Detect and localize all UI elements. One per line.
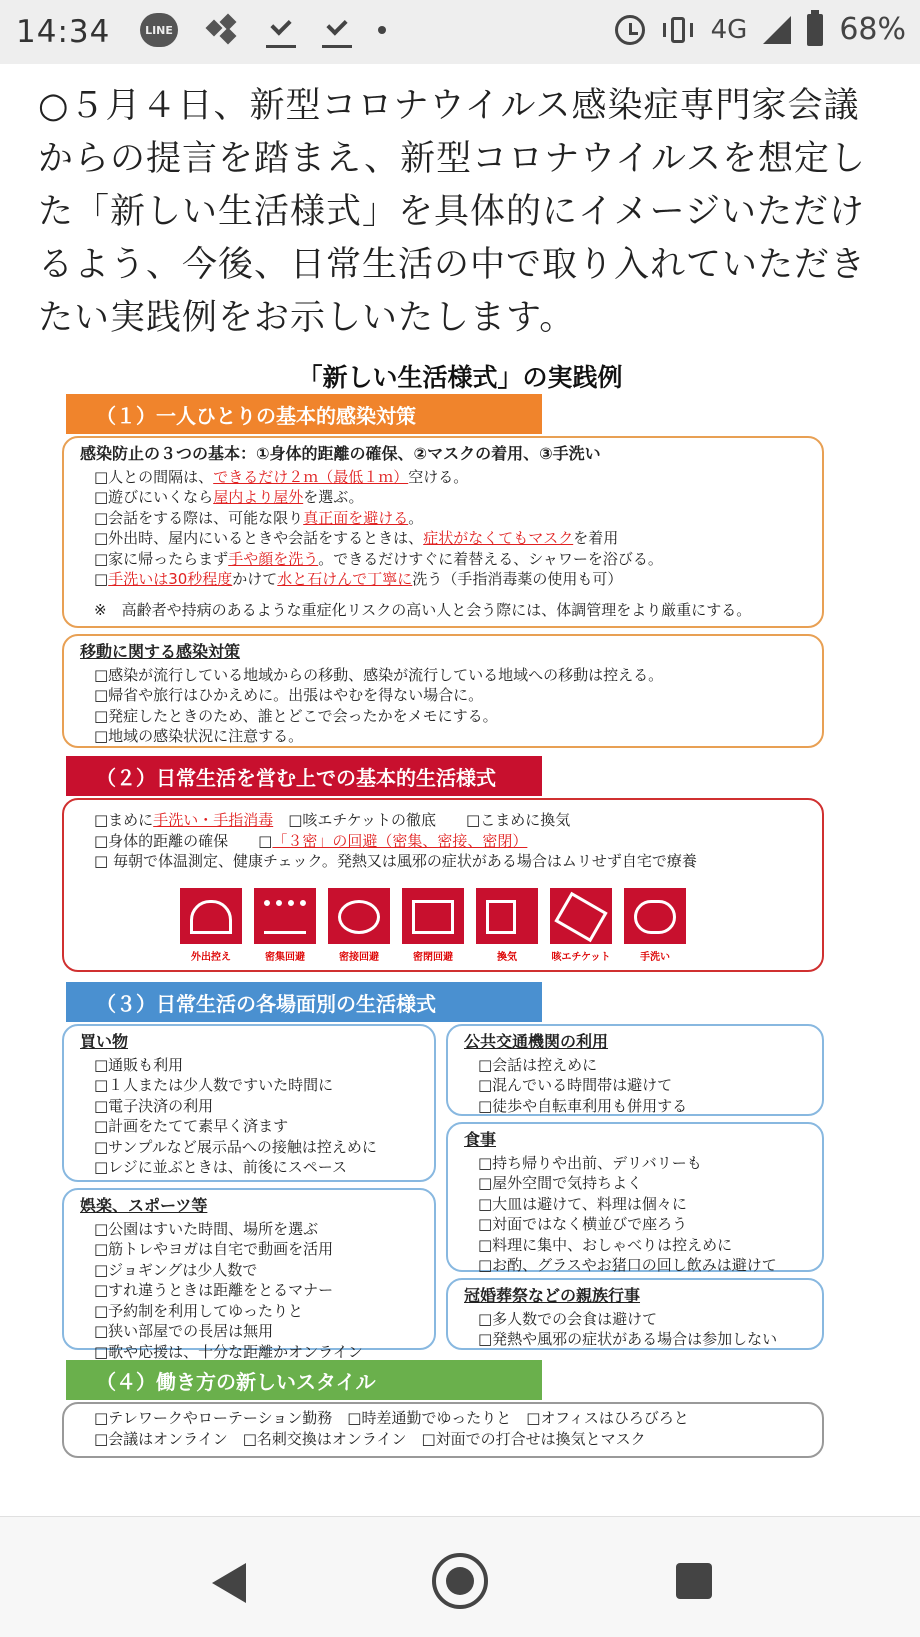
cough-etiquette-icon: 咳エチケット — [550, 888, 612, 969]
hand-washing-icon: 手洗い — [624, 888, 686, 969]
transit-item: □混んでいる時間帯は避けて — [478, 1076, 673, 1094]
ceremony-title: 冠婚葬祭などの親族行事 — [464, 1286, 641, 1305]
battery-percent: 68% — [839, 12, 906, 47]
transit-box — [446, 1024, 824, 1116]
meal-box — [446, 1122, 824, 1272]
movement-title: 移動に関する感染対策 — [80, 642, 241, 661]
leisure-item: □筋トレやヨガは自宅で動画を活用 — [94, 1240, 334, 1258]
app-notification-icon — [204, 12, 240, 48]
recent-apps-icon[interactable] — [676, 1563, 712, 1599]
avoid-close-contact-icon: 密接回避 — [328, 888, 390, 969]
movement-box — [62, 634, 824, 748]
status-bar — [0, 0, 920, 64]
line-app-icon: LINE — [140, 13, 178, 47]
meal-item: □お酌、グラスやお猪口の回し飲みは避けて — [478, 1256, 777, 1274]
shopping-item: □通販も利用 — [94, 1055, 184, 1074]
shopping-item: □１人または少人数ですいた時間に — [94, 1076, 334, 1094]
daily-basics-box — [62, 798, 824, 972]
shopping-item: □電子決済の利用 — [94, 1096, 214, 1115]
basic-item: □外出時、屋内にいるときや会話をするときは、症状がなくてもマスクを着用 — [94, 529, 619, 547]
navigation-bar — [0, 1516, 920, 1637]
daily-item: □ 毎朝で体温測定、健康チェック。発熱又は風邪の症状がある場合はムリせず自宅で療養 — [94, 852, 697, 870]
signal-icon — [763, 16, 791, 44]
section1-heading: （１）一人ひとりの基本的感染対策 — [66, 394, 542, 434]
ventilation-icon: 換気 — [476, 888, 538, 969]
leisure-item: □狭い部屋での長居は無用 — [94, 1322, 274, 1340]
meal-item: □大皿は避けて、料理は個々に — [478, 1194, 687, 1213]
section3-heading: （３）日常生活の各場面別の生活様式 — [66, 982, 542, 1022]
leisure-title: 娯楽、スポーツ等 — [80, 1196, 208, 1215]
avoid-crowds-icon: 密集回避 — [254, 888, 316, 969]
basic-item: □人との間隔は、できるだけ２ｍ（最低１ｍ）空ける。 — [94, 467, 469, 486]
ceremony-item: □発熱や風邪の症状がある場合は参加しない — [478, 1330, 778, 1348]
leisure-item: □公園はすいた時間、場所を選ぶ — [94, 1219, 319, 1238]
section4-heading: （４）働き方の新しいスタイル — [66, 1360, 542, 1400]
section2-heading: （２）日常生活を営む上での基本的生活様式 — [66, 756, 542, 796]
basic-item: □遊びにいくなら屋内より屋外を選ぶ。 — [94, 488, 364, 506]
stay-home-icon: 外出控え — [180, 888, 242, 969]
ceremony-item: □多人数での会食は避けて — [478, 1309, 658, 1328]
vibrate-icon — [661, 15, 695, 45]
intro-paragraph: ○５月４日、新型コロナウイルス感染症専門家会議からの提言を踏まえ、新型コロナウイルスを想定した「新しい生活様式」を具体的にイメージいただけるよう、今後、日常生活の中で取り入れていただきたい実践例をお示しいたします。 — [38, 86, 867, 338]
movement-item: □発症したときのため、誰とどこで会ったかをメモにする。 — [94, 706, 498, 725]
transit-item: □会話は控えめに — [478, 1055, 598, 1074]
leisure-item: □すれ違うときは距離をとるマナー — [94, 1281, 334, 1299]
shopping-title: 買い物 — [80, 1032, 129, 1051]
meal-item: □対面ではなく横並びで座ろう — [478, 1215, 688, 1233]
meal-item: □料理に集中、おしゃべりは控えめに — [478, 1235, 733, 1254]
notification-icons — [140, 12, 386, 48]
basic-item: □会話をする際は、可能な限り真正面を避ける。 — [94, 508, 424, 527]
battery-icon — [807, 14, 823, 46]
doc-title: 「新しい生活様式」の実践例 — [297, 363, 623, 392]
basic-item: □手洗いは30秒程度かけて水と石けんで丁寧に洗う（手指消毒薬の使用も可） — [94, 570, 623, 588]
workstyle-item: □会議はオンライン □名刺交換はオンライン □対面での打合せは換気とマスク — [94, 1429, 646, 1448]
network-type: 4G — [710, 14, 748, 45]
shopping-item: □計画をたてて素早く済ます — [94, 1117, 289, 1135]
pictogram-row — [80, 888, 806, 969]
leisure-box — [62, 1188, 436, 1361]
daily-item: □まめに手洗い・手指消毒 □咳エチケットの徹底 □こまめに換気 — [94, 811, 571, 829]
movement-item: □地域の感染状況に注意する。 — [94, 727, 304, 745]
basic-measures-box — [62, 436, 824, 628]
meal-title: 食事 — [464, 1130, 497, 1149]
workstyle-box — [62, 1402, 824, 1458]
daily-item: □身体的距離の確保 □「３密」の回避（密集、密接、密閉） — [94, 831, 528, 850]
leisure-item: □歌や応援は、十分な距離かオンライン — [94, 1342, 363, 1361]
download-done-icon — [266, 13, 296, 48]
shopping-box — [62, 1024, 436, 1182]
more-notifications-dot-icon — [378, 26, 386, 34]
shopping-item: □サンプルなど展示品への接触は控えめに — [94, 1137, 377, 1156]
home-icon[interactable] — [432, 1553, 488, 1609]
transit-title: 公共交通機関の利用 — [464, 1032, 609, 1051]
movement-item: □感染が流行している地域からの移動、感染が流行している地域への移動は控える。 — [94, 665, 664, 684]
ceremony-box — [446, 1278, 824, 1350]
workstyle-item: □テレワークやローテーション勤務 □時差通勤でゆったりと □オフィスはひろびろと — [94, 1409, 689, 1427]
leisure-item: □ジョギングは少人数で — [94, 1260, 258, 1279]
avoid-closed-spaces-icon: 密閉回避 — [402, 888, 464, 969]
transit-item: □徒歩や自転車利用も併用する — [478, 1096, 688, 1115]
basic-item: □家に帰ったらまず手や顔を洗う。できるだけすぐに着替える、シャワーを浴びる。 — [94, 549, 663, 568]
meal-item: □持ち帰りや出前、デリバリーも — [478, 1153, 702, 1172]
shopping-item: □レジに並ぶときは、前後にスペース — [94, 1158, 348, 1176]
basic-measures-title: 感染防止の３つの基本：①身体的距離の確保、②マスクの着用、③手洗い — [80, 444, 601, 463]
basic-note: ※ 高齢者や持病のあるような重症化リスクの高い人と会う際には、体調管理をより厳重にする。 — [94, 600, 752, 619]
alarm-icon — [615, 15, 645, 45]
movement-item: □帰省や旅行はひかえめに。出張はやむを得ない場合に。 — [94, 686, 484, 704]
leisure-item: □予約制を利用してゆったりと — [94, 1301, 304, 1320]
back-icon[interactable] — [212, 1563, 246, 1603]
status-time: 14:34 — [16, 14, 111, 50]
download-done-icon — [322, 13, 352, 48]
meal-item: □屋外空間で気持ちよく — [478, 1174, 643, 1192]
system-icons — [615, 12, 906, 47]
